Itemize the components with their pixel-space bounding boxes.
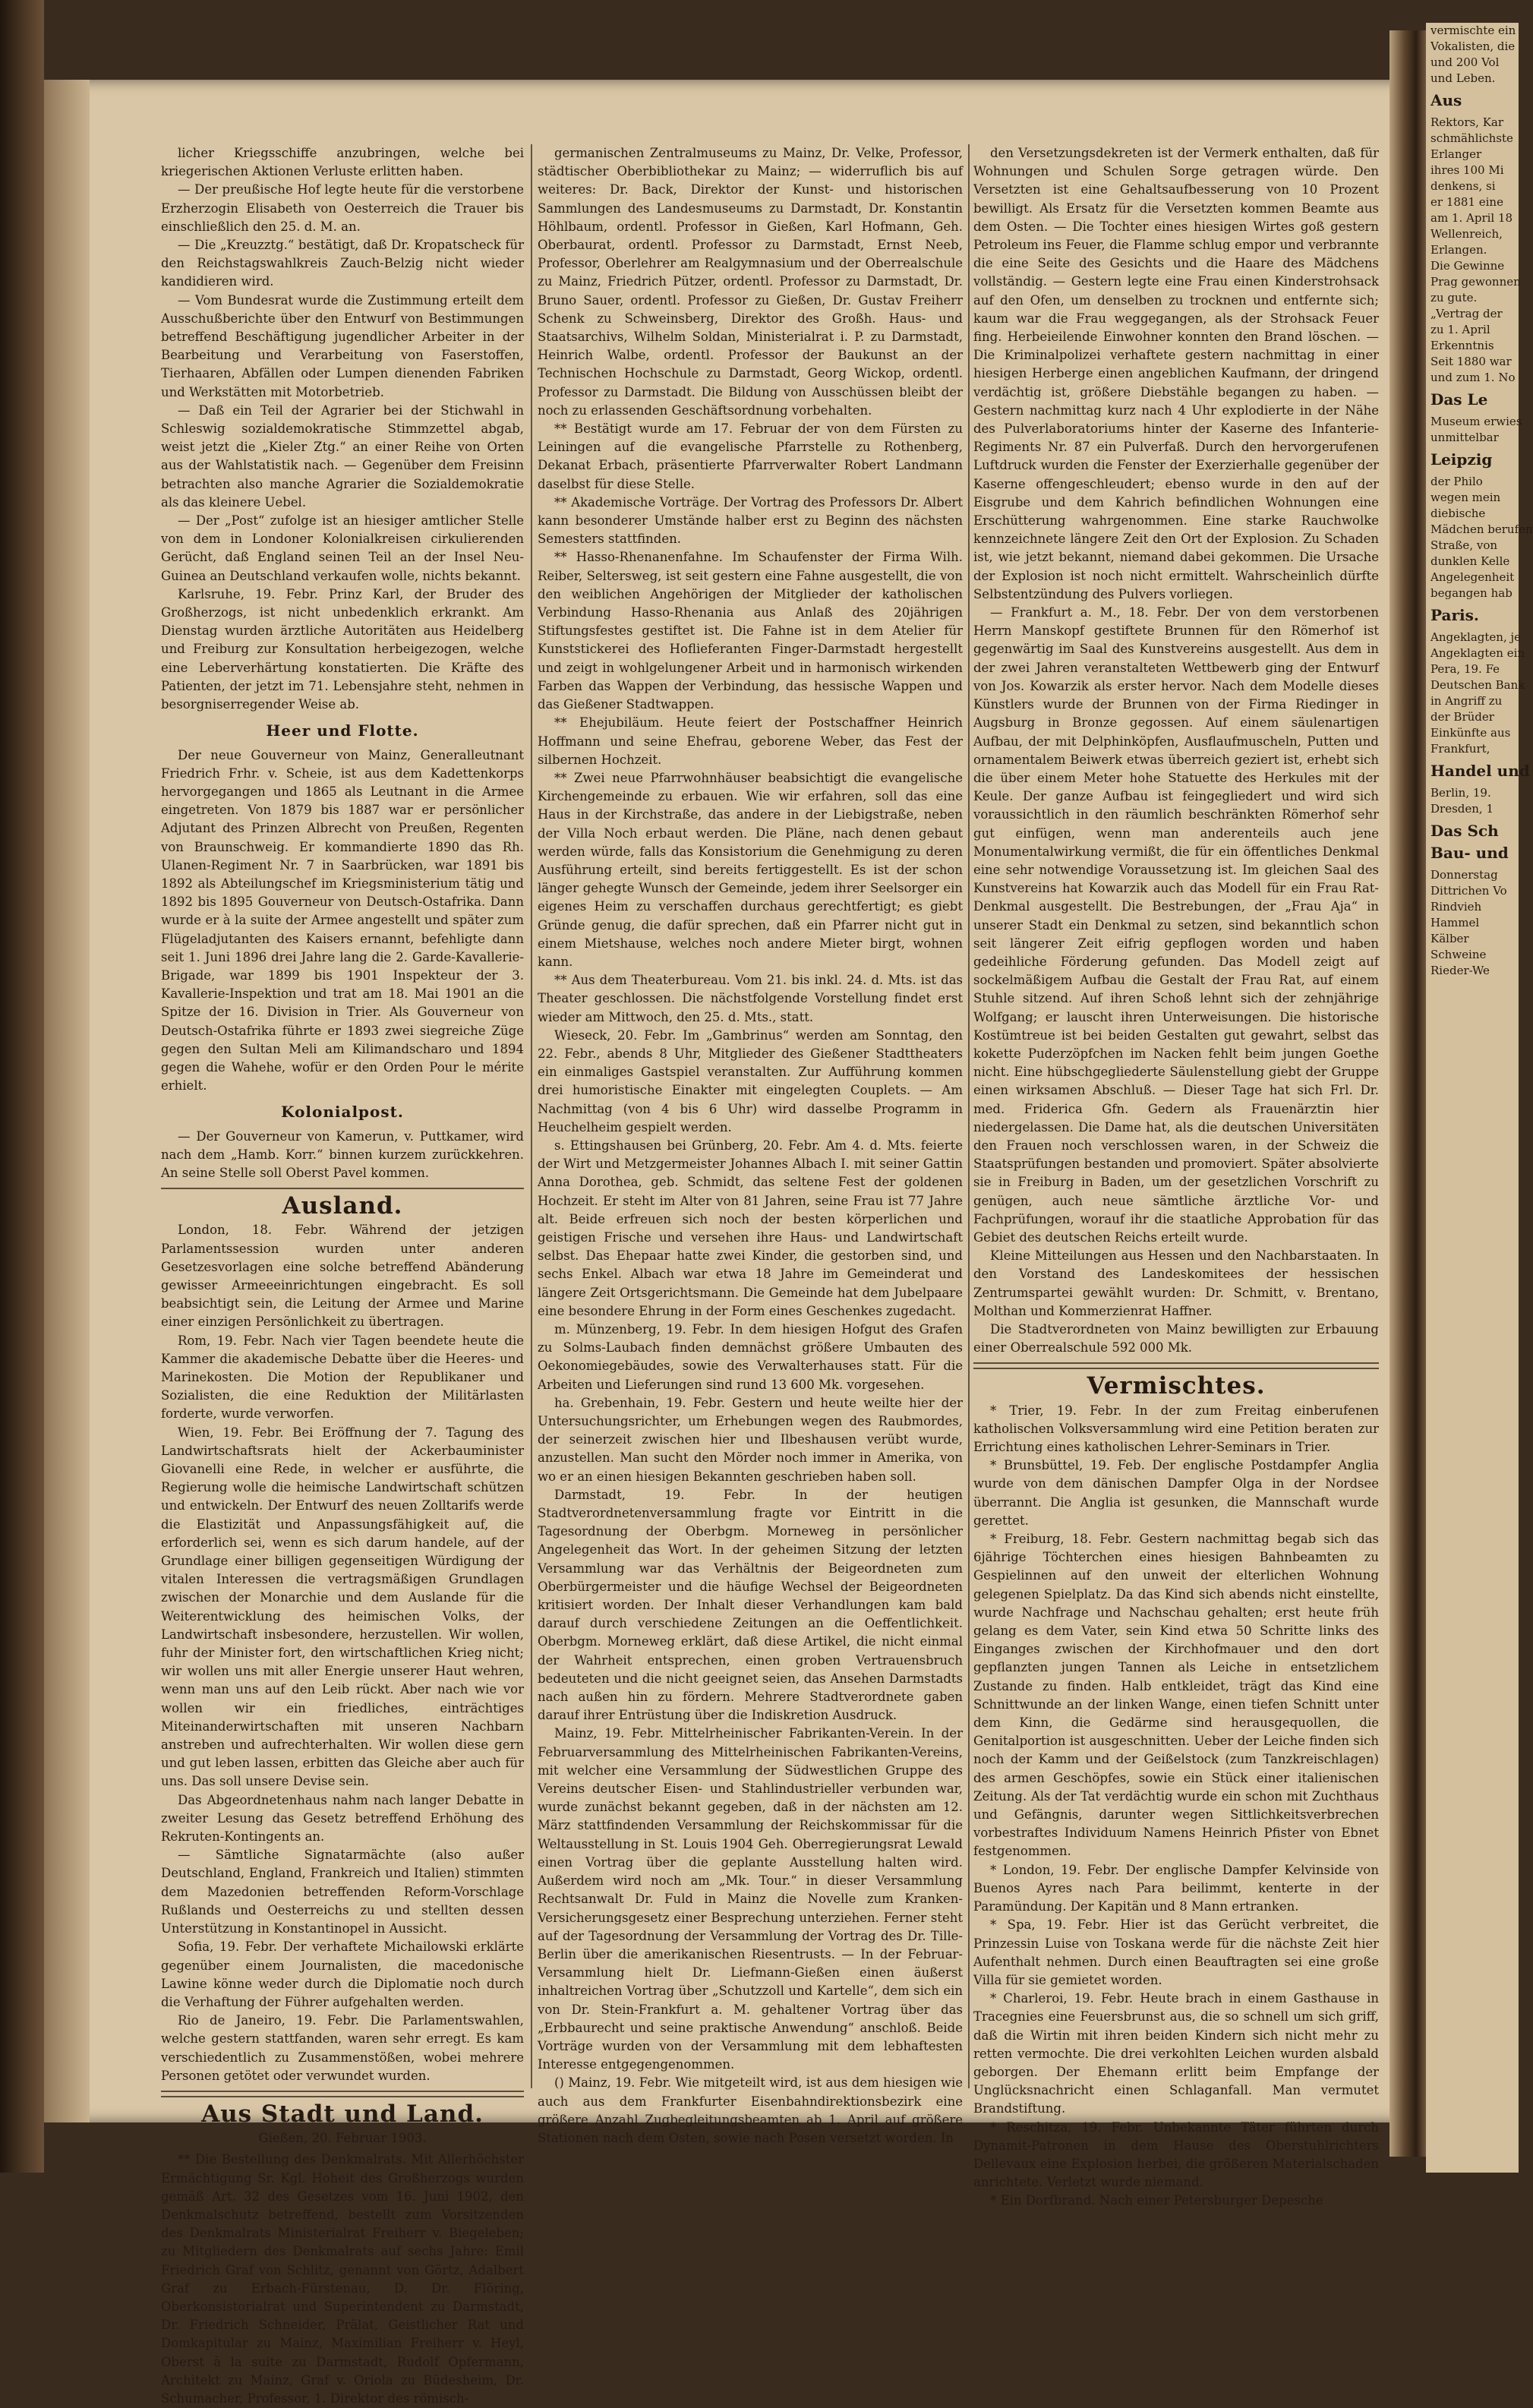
article-paragraph: ** Die Bestellung des Denkmalrats. Mit Allerhöchster Ermächtigung Sr. Kgl. Hoheit des Großherzogs wurden gemäß Art. 32 des Gesetzes vom 16. Juni 1902, den Denkmalschutz betreffend, bestellt zum Vorsitzenden des Denkmalrats Ministerialrat Freiherr v. Biegeleben; zu Mitgliedern des Denkmalrats auf sechs Jahre: Emil Friedrich Graf von Schlitz, genannt von Görtz, Adalbert Graf zu Erbach-Fürstenau, D. Dr. Flöring, Oberkonsistorialrat und Superintendent zu Darmstadt, Dr. Friedrich Schneider, Prälat, Geistlicher Rat und Domkapitular zu Mainz, Maximilian Freiherr v. Heyl, Oberst à la suite zu Darmstadt, Rudolf Opfermann, Architekt zu Mainz, Graf v. Oriola zu Büdesheim, Dr. Schumacher, Professor, 1. Direktor des römisch- xyxy=(161,2152,524,2406)
facing-page-line: diebische xyxy=(1430,507,1486,520)
article-paragraph: Der neue Gouverneur von Mainz, Generalleutnant Friedrich Frhr. v. Scheie, ist aus dem Kadettenkorps hervorgegangen und 1865 als Leutnant in die Armee eingetreten. Von 1879 bis 1887 war er persönlicher Adjutant des Prinzen Albrecht von Preußen, Regenten von Braunschweig. Er kommandierte 1890 das Rh. Ulanen-Regiment Nr. 7 in Saarbrücken, war 1891 bis 1892 als Abteilungschef im Kriegsministerium tätig und 1892 bis 1895 Gouverneur von Deutsch-Ostafrika. Dann wurde er à la suite der Armee angestellt und später zum Flügeladjutanten des Kaisers ernannt, befehligte dann seit 1. Juni 1896 drei Jahre lang die 2. Garde-Kavallerie-Brigade, war 1899 bis 1901 Inspekteur der 3. Kavallerie-Inspektion und trat am 18. Mai 1901 an die Spitze der 16. Division in Trier. Als Gouverneur von Deutsch-Ostafrika führte er 1893 zwei siegreiche Züge gegen den Sultan Meli am Kilimandscharo und 1894 gegen die Wahehe, wofür er den Orden Pour le mérite erhielt. xyxy=(161,747,524,1094)
article-paragraph: — Die „Kreuzztg.“ bestätigt, daß Dr. Kropatscheck für den Reichstagswahlkreis Zauch-Belzig nicht wieder kandidieren wird. xyxy=(161,238,524,289)
article-paragraph: * Ein Dorfbrand. Nach einer Petersburger Depesche xyxy=(990,2193,1323,2208)
facing-page-line: Einkünfte aus xyxy=(1430,726,1511,740)
article-paragraph: germanischen Zentralmuseums zu Mainz, Dr. Velke, Professor, städtischer Oberbibliothekar zu Mainz; — widerruflich bis auf weiteres: Dr. Back, Direktor der Kunst- und historischen Sammlungen des Landesmuseums zu Darmstadt, Dr. Konstantin Höhlbaum, ordentl. Professor in Gießen, Karl Hofmann, Geh. Oberbaurat, ordentl. Professor zu Darmstadt, Ernst Neeb, Professor, Oberlehrer am Realgymnasium und der Oberrealschule zu Mainz, Friedrich Pützer, ordentl. Professor zu Darmstadt, Dr. Bruno Sauer, ordentl. Professor zu Gießen, Dr. Gustav Freiherr Schenk zu Schweinsberg, Direktor des Großh. Haus- und Staatsarchivs, Wilhelm Soldan, Ministerialrat i. P. zu Darmstadt, Heinrich Walbe, ordentl. Professor der Baukunst an der Technischen Hochschule zu Darmstadt, Georg Wickop, ordentl. Professor zu Darmstadt. Die Bildung von Ausschüssen bleibt der noch zu erlassenden Geschäftsordnung vorbehalten. xyxy=(538,146,963,418)
article-paragraph: * Brunsbüttel, 19. Feb. Der englische Postdampfer Anglia wurde von dem dänischen Dampfer Olga in der Nordsee überrannt. Die Anglia ist gesunken, die Mannschaft wurde gerettet. xyxy=(973,1458,1379,1528)
facing-page-line: Rindvieh xyxy=(1430,900,1482,914)
facing-page-line: Vokalisten, die xyxy=(1430,39,1516,53)
article-paragraph: ha. Grebenhain, 19. Febr. Gestern und heute weilte hier der Untersuchungsrichter, um Erhebungen wegen des Raubmordes, der seinerzeit zwischen hier und Ilbeshausen verübt wurde, anzustellen. Man sucht den Mörder noch immer in Amerika, von wo er an einen hiesigen Bekannten geschrieben haben soll. xyxy=(538,1395,963,1484)
facing-page-line: Aus xyxy=(1430,91,1462,109)
facing-page-line: wegen mein xyxy=(1430,491,1501,504)
article-paragraph: Darmstadt, 19. Febr. In der heutigen Stadtverordnetenversammlung fragte vor Eintritt in die Tagesordnung der Oberbgm. Morneweg in persönlicher Angelegenheit das Wort. In der geheimen Sitzung der letzten Versammlung war das Verhältnis der Beigeordneten zum Oberbürgermeister und die häufige Wechsel der Beigeordneten kritisiert worden. Der Inhalt dieser Verhandlungen kam bald darauf durch verschiedene Zeitungen an die Oeffentlichkeit. Oberbgm. Morneweg erklärt, daß diese Artikel, die nicht einmal der Wahrheit entsprechen, einen groben Vertrauensbruch bedeuteten und die nicht geeignet seien, das Ansehen Darmstadts nach außen hin zu fördern. Mehrere Stadtverordnete gaben darauf ihrer Entrüstung über die Indiskretion Ausdruck. xyxy=(538,1487,963,1723)
section-heading-heer: Heer und Flotte. xyxy=(266,721,419,740)
facing-page-line: Rieder-We xyxy=(1430,964,1490,977)
facing-page-line: Bau- und xyxy=(1430,844,1509,862)
article-paragraph: — Der „Post“ zufolge ist an hiesiger amtlicher Stelle von dem in Londoner Kolonialkreisen cirkulierenden Gerücht, daß England seinen Teil an der Insel Neu-Guinea an Deutschland verkaufen wolle, nichts bekannt. xyxy=(161,513,524,583)
facing-page-fragment xyxy=(1426,23,1533,2173)
facing-page-line: denkens, si xyxy=(1430,179,1496,193)
facing-page-line: „Vertrag der xyxy=(1430,307,1503,320)
article-paragraph: ** Hasso-Rhenanenfahne. Im Schaufenster der Firma Wilh. Reiber, Seltersweg, ist seit gestern eine Fahne ausgestellt, die von den weiblichen Angehörigen der Mitglieder der katholischen Verbindung Hasso-Rhenania aus Anlaß des 20jährigen Stiftungsfestes gestiftet ist. Die Fahne ist in dem Atelier für Kunststickerei des Hoflieferanten Finger-Darmstadt hergestellt und zeigt in wohlgelungener Arbeit und in harmonisch wirkenden Farben das Wappen der Verbindung, das hessische Wappen und das Gießener Stadtwappen. xyxy=(538,550,963,712)
facing-page-line: Dittrichen Vo xyxy=(1430,884,1507,898)
article-paragraph: — Vom Bundesrat wurde die Zustimmung erteilt dem Ausschußberichte über den Entwurf von Bestimmungen betreffend Beschäftigung jugendlicher Arbeiter in der Bearbeitung und Verarbeitung von Faserstoffen, Tierhaaren, Abfällen oder Lumpen dienenden Fabriken und Werkstätten mit Motorbetrieb. xyxy=(161,292,524,399)
article-paragraph: ** Ehejubiläum. Heute feiert der Postschaffner Heinrich Hoffmann und seine Ehefrau, geborene Weber, das Fest der silbernen Hochzeit. xyxy=(538,715,963,767)
facing-page-line: Leipzig xyxy=(1430,450,1493,469)
book-gutter xyxy=(1389,30,1427,2157)
article-paragraph: * Spa, 19. Febr. Hier ist das Gerücht verbreitet, die Prinzessin Luise von Toskana werde für die nächste Zeit hier Aufenthalt nehmen. Durch einen Beauftragten sei eine große Villa für sie gemietet worden. xyxy=(973,1917,1379,1987)
article-paragraph: s. Ettingshausen bei Grünberg, 20. Febr. Am 4. d. Mts. feierte der Wirt und Metzgermeister Johannes Albach I. mit seiner Gattin Anna Dorothea, geb. Schmidt, das seltene Fest der goldenen Hochzeit. Er steht im Alter von 81 Jahren, seine Frau ist 77 Jahre alt. Beide erfreuen sich noch der besten körperlichen und geistigen Frische und versehen ihre Haus- und Landwirtschaft selbst. Das Ehepaar hatte zwei Kinder, die gestorben sind, und sechs Enkel. Albach war etwa 18 Jahre im Gemeinderat und längere Zeit Ortsgerichtsmann. Die Gemeinde hat dem Jubelpaare eine besondere Ehrung in der Form eines Geschenkes zugedacht. xyxy=(538,1138,963,1318)
article-paragraph: den Versetzungsdekreten ist der Vermerk enthalten, daß für Wohnungen und Schulen Sorge getragen würde. Den Versetzten ist eine Gehaltsaufbesserung von 10 Prozent bewilligt. Als Ersatz für die Versetzten kommen Beamte aus dem Osten. — Die Tochter eines hiesigen Wirtes goß gestern Petroleum ins Feuer, die Flamme schlug empor und verbrannte die eine Seite des Gesichts und die Haare des Mädchens vollständig. — Gestern legte eine Frau einen Kinderstrohsack auf den Ofen, um denselben zu trocknen und entfernte sich; kaum war die Frau weggegangen, als der Strohsack Feuer fing. Herbeieilende Einwohner konnten den Brand löschen. — Die Kriminalpolizei verhaftete gestern nachmittag in einer hiesigen Herberge einen angeblichen Kaufmann, der dringend verdächtig ist, größere Diebstähle begangen zu haben. — Gestern nachmittag kurz nach 4 Uhr explodierte in der Nähe des Pulverlaboratoriums hinter der Kaserne des Infanterie-Regiments Nr. 87 ein Pulverfaß. Durch den hervorgerufenen Luftdruck wurden die Fenster der Exerzierhalle gegenüber der Kaserne offengeschleudert; ebenso wurde in den auf der Eisgrube und dem Kahrich befindlichen Wohnungen eine Erschütterung wahrgenommen. Eine starke Rauchwolke kennzeichnete längere Zeit den Ort der Explosion. Zu Schaden ist, wie jetzt bekannt, niemand dabei gekommen. Die Ursache der Explosion ist noch nicht ermittelt. Wahrscheinlich dürfte Selbstentzündung des Pulvers vorliegen. xyxy=(973,146,1379,601)
article-paragraph: — Sämtliche Signatarmächte (also außer Deutschland, England, Frankreich und Italien) stimmten dem Mazedonien betreffenden Reform-Vorschlage Rußlands und Oesterreichs zu und stellten dessen Unterstützung in Konstantinopel in Aussicht. xyxy=(161,1848,524,1936)
article-paragraph: Kleine Mitteilungen aus Hessen und den Nachbarstaaten. In den Vorstand des Landeskomitees der hessischen Zentrumspartei gewählt wurden: Dr. Schmitt, v. Brentano, Molthan und Kommerzienrat Haffner. xyxy=(973,1248,1379,1318)
facing-page-line: der Philo xyxy=(1430,475,1483,488)
article-paragraph: Wien, 19. Febr. Bei Eröffnung der 7. Tagung des Landwirtschaftsrats hielt der Ackerbauminister Giovanelli eine Rede, in welcher er ausführte, die Regierung wolle die heimische Landwirtschaft schützen und entwickeln. Der Entwurf des neuen Zolltarifs werde die Elastizität und Anpassungsfähigkeit auf, die erforderlich sei, wenn es sich darum handele, auf der Grundlage einer billigen gegenseitigen Würdigung der vitalen Interessen die vertragsmäßigen Grundlagen zwischen der Monarchie und dem Auslande für die Weiterentwicklung des heimischen Volks, der Landwirtschaft insbesondere, herzustellen. Wir wollen, fuhr der Minister fort, den wirtschaftlichen Krieg nicht; wir wollen uns mit aller Energie unserer Haut wehren, wenn man uns auf den Leib rückt. Aber nach wie vor wollen wir ein friedliches, einträchtiges Miteinanderwirtschaften mit unseren Nachbarn anstreben und aufrechterhalten. Wir wollen diese gern und gut leben lassen, erbitten das Gleiche aber auch für uns. Das soll unsere Devise sein. xyxy=(161,1425,524,1789)
facing-page-line: Seit 1880 war xyxy=(1430,355,1512,368)
article-paragraph: licher Kriegsschiffe anzubringen, welche bei kriegerischen Aktionen Verluste erlitten haben. xyxy=(161,146,524,179)
article-paragraph: Wieseck, 20. Febr. Im „Gambrinus“ werden am Sonntag, den 22. Febr., abends 8 Uhr, Mitglieder des Gießener Stadttheaters ein einmaliges Gastspiel veranstalten. Zur Aufführung kommen drei humoristische Einakter mit eingelegten Couplets. — Am Nachmittag (von 4 bis 6 Uhr) wird dasselbe Programm in Heuchelheim gespielt werden. xyxy=(538,1027,963,1135)
facing-page-line: Angeklagten ein xyxy=(1430,646,1525,660)
facing-page-line: ihres 100 Mi xyxy=(1430,163,1504,177)
article-paragraph: ** Zwei neue Pfarrwohnhäuser beabsichtigt die evangelische Kirchengemeinde zu erbauen. Wie wir erfahren, soll das eine Haus in der Kirchstraße, das andere in der Liebigstraße, neben der Villa Noch erbaut werden. Die Pläne, nach denen gebaut werden würde, falls das Konsistorium die Genehmigung zu deren Ausführung erteilt, sind bereits fertiggestellt. Es ist der schon länger gehegte Wunsch der Gemeinde, jedem ihrer Seelsorger ein eigenes Heim zu verschaffen durchaus gerechtfertigt; es giebt Gründe genug, die dafür sprechen, daß ein Pfarrer nicht gut in einem Mietshause, welches noch andere Mieter birgt, wohnen kann. xyxy=(538,770,963,969)
article-paragraph: * Charleroi, 19. Febr. Heute brach in einem Gasthause in Tracegnies eine Feuersbrunst aus, die so schnell um sich griff, daß die Wirtin mit ihren beiden Kindern sich nicht mehr zu retten vermochte. Die drei verkohlten Leichen wurden alsbald geborgen. Der Ehemann erlitt beim Empfange der Unglücksnachricht einen Schlaganfall. Man vermutet Brandstiftung. xyxy=(973,1991,1379,2116)
book-binding-left xyxy=(0,0,44,2173)
facing-page-line: unmittelbar xyxy=(1430,431,1499,444)
facing-page-line: zu 1. April xyxy=(1430,323,1490,336)
column-1 xyxy=(161,144,524,2406)
facing-page-line: Erkenntnis xyxy=(1430,339,1494,352)
facing-page-line: Erlangen. xyxy=(1430,243,1487,257)
article-paragraph: m. Münzenberg, 19. Febr. In dem hiesigen Hofgut des Grafen zu Solms-Laubach finden demnächst größere Umbauten des Oekonomiegebäudes, sowie des Verwalterhauses statt. Für die Arbeiten und Lieferungen sind rund 13 600 Mk. vorgesehen. xyxy=(538,1322,963,1392)
article-paragraph: Rio de Janeiro, 19. Febr. Die Parlamentswahlen, welche gestern stattfanden, waren sehr erregt. Es kam verschiedentlich zu Zusammenstößen, wobei mehrere Personen getötet oder verwundet wurden. xyxy=(161,2013,524,2083)
section-heading-ausland: Ausland. xyxy=(282,1192,403,1220)
section-divider xyxy=(973,1362,1379,1369)
facing-page-line: Paris. xyxy=(1430,606,1479,624)
article-paragraph: Das Abgeordnetenhaus nahm nach langer Debatte in zweiter Lesung das Gesetz betreffend Erhöhung des Rekruten-Kontingents an. xyxy=(161,1792,524,1845)
article-paragraph: Rom, 19. Febr. Nach vier Tagen beendete heute die Kammer die akademische Debatte über die Heeres- und Marinekosten. Die Motion der Republikaner und Sozialisten, die eine Reduktion der Militärlasten forderte, wurde verworfen. xyxy=(161,1333,524,1422)
article-paragraph: — Der preußische Hof legte heute für die verstorbene Erzherzogin Elisabeth von Oesterreich die Trauer bis einschließlich den 25. d. M. an. xyxy=(161,182,524,234)
article-paragraph: London, 18. Febr. Während der jetzigen Parlamentssession wurden unter anderen Gesetzesvorlagen eine solche betreffend Abänderung gewisser Armeeeinrichtungen eingebracht. Es soll beabsichtigt sein, die Leitung der Armee und Marine einer einzigen Persönlichkeit zu übertragen. xyxy=(161,1223,524,1330)
facing-page-line: Museum erwies xyxy=(1430,415,1522,428)
facing-page-line: Erlanger xyxy=(1430,147,1482,161)
column-2 xyxy=(538,144,963,2145)
facing-page-line: vermischte ein xyxy=(1430,24,1516,37)
article-paragraph: Die Stadtverordneten von Mainz bewilligten zur Erbauung einer Oberrealschule 592 000 Mk. xyxy=(973,1322,1379,1355)
facing-page-line: Frankfurt, xyxy=(1430,742,1490,756)
facing-page-line: Angelegenheit xyxy=(1430,570,1515,584)
facing-page-line: Das Sch xyxy=(1430,822,1499,840)
facing-page-line: Deutschen Bank xyxy=(1430,678,1525,692)
section-divider xyxy=(161,2091,524,2097)
article-paragraph: ** Bestätigt wurde am 17. Februar der von dem Fürsten zu Leiningen auf die evangelische Pfarrstelle zu Rothenberg, Dekanat Erbach, präsentierte Pfarrverwalter Robert Landmann daselbst für diese Stelle. xyxy=(538,421,963,491)
facing-page-line: Prag gewonnen xyxy=(1430,275,1521,289)
article-paragraph: — Daß ein Teil der Agrarier bei der Stichwahl in Schleswig sozialdemokratische Stimmzettel abgab, weist jetzt die „Kieler Ztg.“ an einer Reihe von Orten aus der Wahlstatistik nach. — Gegenüber dem Freisinn betrachten also manche Agrarier die Sozialdemokratie als das kleinere Uebel. xyxy=(161,402,524,510)
article-paragraph: — Frankfurt a. M., 18. Febr. Der von dem verstorbenen Herrn Manskopf gestiftete Brunnen für den Römerhof ist gegenwärtig im Saal des Kunstvereins ausgestellt. Aus dem in der zwei Jahren veranstalteten Wettbewerb ging der Entwurf von Jos. Kowarzik als erster hervor. Nach dem Modelle dieses Künstlers wurde der Brunnen von der Firma Riedinger in Augsburg in Bronze gegossen. Auf einem säulenartigen Aufbau, der mit Delphinköpfen, Ausflaufmuscheln, Putten und ornamentalem Beiwerk etwas überreich geziert ist, erhebt sich die über einem Meter hohe Statuette des Herkules mit der Keule. Der ganze Aufbau ist feingegliedert und wird sich voraussichtlich in den räumlich beschränkten Römerhof sehr gut einfügen, wenn man anderenteils auch jene Monumentalwirkung vermißt, die für ein öffentliches Denkmal eine sehr notwendige Voraussetzung ist. Im gleichen Saal des Kunstvereins hat Kowarzik auch das Modell für ein Frau Rat-Denkmal ausgestellt. Die Bestrebungen, der „Frau Aja“ in unserer Stadt ein Denkmal zu setzen, sind bekanntlich schon seit längerer Zeit eifrig gepflogen worden und haben gedeihliche Förderung gefunden. Das Modell zeigt auf sockelmäßigem Aufbau die Gestalt der Frau Rat, auf einem Stuhle sitzend. Auf ihren Schoß lehnt sich der zehnjährige Wolfgang; er lauscht ihren Unterweisungen. Die historische Kostümtreue ist bei beiden Gestalten gut gewahrt, selbst das kokette Puderzöpfchen im Nacken fehlt beim jungen Goethe nicht. Eine hübschgegliederte Säulenstellung giebt der Gruppe einen wirksamen Abschluß. — Dieser Tage hat sich Frl. Dr. med. Friderica Gfn. Gedern als Frauenärztin hier niedergelassen. Die Dame hat, als die deutschen Universitäten den Frauen noch verschlossen waren, in der Schweiz die Staatsprüfungen bestanden und promoviert. Später absolvierte sie in Freiburg in Baden, um der gesetzlichen Vorschrift zu genügen, auch neue sämtliche ärztliche Vor- und Fachprüfungen, worauf ihr die staatliche Approbation für das Gebiet des deutschen Reichs erteilt wurde. xyxy=(973,605,1379,1245)
section-heading-vermischtes: Vermischtes. xyxy=(1087,1372,1266,1400)
article-paragraph: * Reschitza, 19. Febr. Unbekannte Täter führten durch Dynamit-Patronen in dem Hause des Oberstuhlrichters Dellevaux eine Explosion herbei, die größeren Materialschaden anrichtete. Verletzt wurde niemand. xyxy=(973,2119,1379,2190)
facing-page-line: Donnerstag xyxy=(1430,868,1498,882)
page-edge-shadow xyxy=(44,80,90,2122)
facing-page-line: Handel und xyxy=(1430,762,1530,780)
article-paragraph: * Trier, 19. Febr. In der zum Freitag einberufenen katholischen Volksversammlung wird eine Petition beraten zur Errichtung eines katholischen Lehrer-Seminars in Trier. xyxy=(973,1403,1379,1455)
facing-page-line: Pera, 19. Fe xyxy=(1430,662,1500,676)
column-rule-2 xyxy=(968,144,970,2088)
dateline: Gießen, 20. Februar 1903. xyxy=(258,2131,427,2146)
article-paragraph: ** Akademische Vorträge. Der Vortrag des Professors Dr. Albert kann besonderer Umstände halber erst zu Beginn des nächsten Semesters stattfinden. xyxy=(538,494,963,547)
facing-page-line: Angeklagten, je xyxy=(1430,630,1522,644)
facing-page-lines xyxy=(1426,23,1533,979)
facing-page-line: der Brüder xyxy=(1430,710,1494,724)
column-3 xyxy=(973,144,1379,2208)
facing-page-line: Rektors, Kar xyxy=(1430,115,1504,129)
article-paragraph: Sofia, 19. Febr. Der verhaftete Michailowski erklärte gegenüber einem Journalisten, die macedonische Lawine könne weder durch die Diplomatie noch durch die Verhaftung der Führer aufgehalten werden. xyxy=(161,1939,524,2009)
facing-page-line: am 1. April 18 xyxy=(1430,211,1513,225)
section-heading-kolonial: Kolonialpost. xyxy=(281,1103,404,1122)
facing-page-line: Wellenreich, xyxy=(1430,227,1503,241)
section-divider xyxy=(161,1188,524,1189)
facing-page-line: Die Gewinne xyxy=(1430,259,1505,273)
article-paragraph: () Mainz, 19. Febr. Wie mitgeteilt wird, ist aus dem hiesigen wie auch aus dem Frankfurter Eisenbahndirektionsbezirk eine größere Anzahl Zugbegleitungsbeamten ab 1. April auf größere Stationen nach dem Osten, sowie nach Posen versetzt worden. In xyxy=(538,2075,963,2145)
article-paragraph: * London, 19. Febr. Der englische Dampfer Kelvinside von Buenos Ayres nach Para beilimmt, kenterte in der Paramündung. Der Kapitän und 8 Mann ertranken. xyxy=(973,1862,1379,1914)
facing-page-line: und Leben. xyxy=(1430,71,1496,85)
article-paragraph: Karlsruhe, 19. Febr. Prinz Karl, der Bruder des Großherzogs, ist nicht unbedenklich erkrankt. Am Dienstag wurden ärztliche Autoritäten aus Heidelberg und Freiburg zur Konsultation herbeigezogen, welche eine Leberverhärtung konstatierten. Die Kräfte des Patienten, der jetzt im 71. Lebensjahre steht, nehmen in besorgniserregender Weise ab. xyxy=(161,586,524,712)
facing-page-line: Kälber xyxy=(1430,932,1469,945)
facing-page-line: und 200 Vol xyxy=(1430,55,1500,69)
facing-page-line: Mädchen berufen xyxy=(1430,522,1533,536)
facing-page-line: Straße, von xyxy=(1430,538,1498,552)
article-paragraph: ** Aus dem Theaterbureau. Vom 21. bis inkl. 24. d. Mts. ist das Theater geschlossen. Die nächstfolgende Vorstellung findet erst wieder am Mittwoch, den 25. d. Mts., statt. xyxy=(538,973,963,1024)
facing-page-line: zu gute. xyxy=(1430,291,1478,305)
facing-page-line: er 1881 eine xyxy=(1430,195,1503,209)
facing-page-line: schmählichste xyxy=(1430,131,1513,145)
article-paragraph: Mainz, 19. Febr. Mittelrheinischer Fabrikanten-Verein. In der Februarversammlung des Mittelrheinischen Fabrikanten-Vereins, mit welcher eine Versammlung der Südwestlichen Gruppe des Vereins deutscher Eisen- und Stahlindustrieller verbunden war, wurde zunächst bekannt gegeben, daß in der nächsten am 12. März stattfindenden Versammlung der Reichskommissar für die Weltausstellung in St. Louis 1904 Geh. Oberregierungsrat Lewald einen Vortrag über die geplante Ausstellung halten wird. Außerdem wird noch am „Mk. Tour.“ in dieser Versammlung Rechtsanwalt Dr. Fuld in Mainz die Novelle zum Kranken-Versicherungsgesetz einer Besprechung unterziehen. Ferner steht auf der Tagesordnung der Versammlung der Vortrag des Dr. Tille-Berlin über die amerikanischen Riesentrusts. — In der Februar-Versammlung hielt Dr. Liefmann-Gießen einen äußerst inhaltreichen Vortrag über „Schutzzoll und Kartelle“, dem sich ein von Dr. Stein-Frankfurt a. M. gehaltener Vortrag über das „Erbbaurecht und seine praktische Anwendung“ anschloß. Beide Vorträge wurden von der Versammlung mit dem lebhaftesten Interesse entgegengenommen. xyxy=(538,1726,963,2072)
facing-page-line: Schweine xyxy=(1430,948,1487,961)
article-paragraph: * Freiburg, 18. Febr. Gestern nachmittag begab sich das 6jährige Töchterchen eines hiesigen Bahnbeamten zu Gespielinnen auf den unweit der elterlichen Wohnung gelegenen Spielplatz. Da das Kind sich abends nicht einstellte, wurde Nachfrage und Nachschau gehalten; erst heute früh gelang es dem Vater, sein Kind etwa 50 Schritte links des Einganges zwischen der Kirchhofmauer und den dort gepflanzten jungen Tannen als Leiche in entsetzlichem Zustande zu finden. Halb entkleidet, trägt das Kind eine Schnittwunde an der linken Wange, einen tiefen Schnitt unter dem Kinn, die Gedärme sind herausgequollen, die Genitalportion ist ausgeschnitten. Ueber der Leiche finden sich noch der Kamm und der Geißelstock (zum Tanzkreischlagen) des armen Geschöpfes, sowie ein Stück einer italienischen Zeitung. Als der Tat verdächtig wurde ein schon mit Zuchthaus und Gefängnis, darunter wegen Sittlichkeitsverbrechen vorbestraftes Individuum Namens Heinrich Pfister von Ebnet festgenommen. xyxy=(973,1532,1379,1859)
facing-page-line: Dresden, 1 xyxy=(1430,802,1494,816)
column-rule-1 xyxy=(531,144,532,2088)
facing-page-line: Berlin, 19. xyxy=(1430,786,1491,800)
facing-page-line: und zum 1. No xyxy=(1430,371,1516,384)
section-heading-stadt: Aus Stadt und Land. xyxy=(201,2100,484,2128)
facing-page-line: Das Le xyxy=(1430,390,1488,409)
facing-page-line: in Angriff zu xyxy=(1430,694,1503,708)
facing-page-line: begangen hab xyxy=(1430,586,1512,600)
facing-page-line: dunklen Kelle xyxy=(1430,554,1510,568)
facing-page-line: Hammel xyxy=(1430,916,1480,929)
article-paragraph: — Der Gouverneur von Kamerun, v. Puttkamer, wird nach dem „Hamb. Korr.“ binnen kurzem zurückkehren. An seine Stelle soll Oberst Pavel kommen. xyxy=(161,1128,524,1180)
